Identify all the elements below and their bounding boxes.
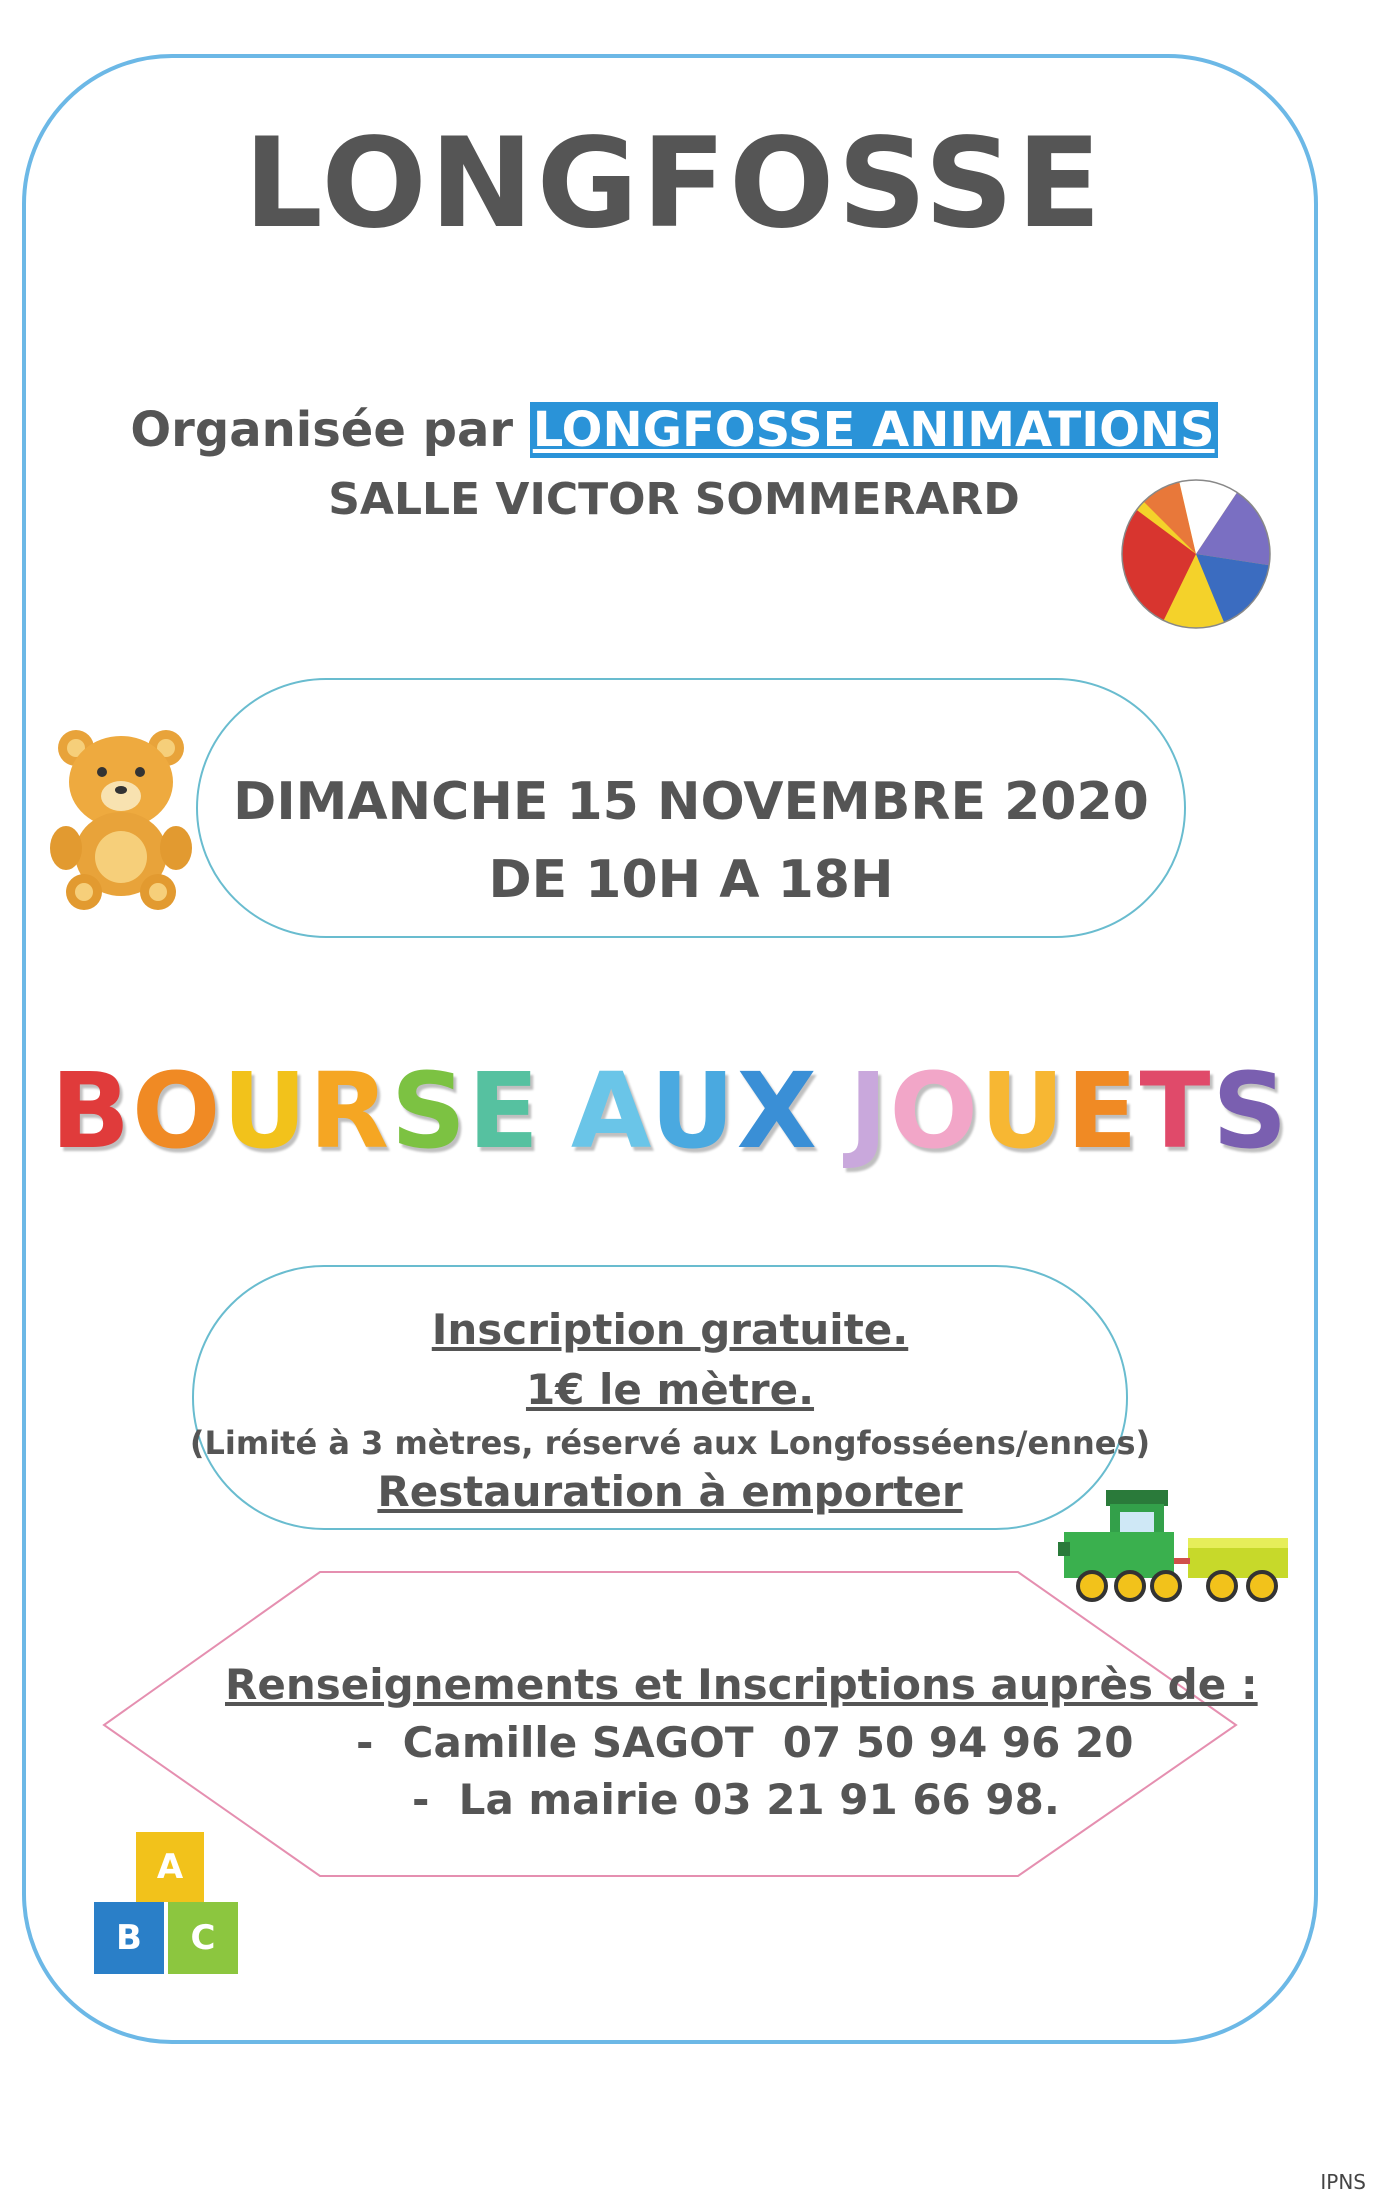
event-name-letter: U [979,1050,1067,1172]
event-name-letter: O [889,1050,980,1172]
block-a [136,1832,204,1902]
poster-title: LONGFOSSE [243,112,1105,256]
beach-ball-icon [1118,476,1274,632]
event-name-letter: S [1212,1050,1290,1172]
event-name-letter: S [390,1050,468,1172]
block-b [94,1902,164,1974]
block-c [168,1902,238,1974]
event-date: DIMANCHE 15 NOVEMBRE 2020 [233,772,1149,832]
contact-item-sagot: - Camille SAGOT 07 50 94 96 20 [356,1718,1134,1767]
event-name-letter: E [1066,1050,1140,1172]
event-name [0,1050,1340,1172]
contact-item-mairie: - La mairie 03 21 91 66 98. [412,1775,1060,1824]
event-name-letter: U [650,1050,737,1172]
event-name-letter: O [131,1050,223,1172]
event-hours: DE 10H A 18H [488,850,894,910]
organizer-prefix: Organisée par [130,402,514,458]
event-name-letter: B [50,1050,132,1172]
event-name-letter: T [1139,1050,1213,1172]
food-info: Restauration à emporter [377,1467,963,1516]
event-name-letter: X [736,1050,819,1172]
organizer-line [0,402,1348,458]
abc-blocks-icon [92,1832,242,1974]
event-name-letter: E [467,1050,541,1172]
event-name-letter: R [308,1050,391,1172]
footer-ipns: IPNS [1320,2170,1366,2194]
contact-heading: Renseignements et Inscriptions auprès de : [225,1660,1258,1709]
event-name-letter: J [848,1050,890,1172]
block-c-letter: C [190,1918,216,1958]
teddy-bear-icon [48,722,194,912]
event-name-letter: U [222,1050,309,1172]
venue: SALLE VICTOR SOMMERARD [328,474,1020,525]
block-a-letter: A [156,1847,184,1887]
event-name-letter: A [570,1050,651,1172]
block-b-letter: B [116,1918,142,1958]
price-info: 1€ le mètre. [525,1365,815,1414]
limit-info: (Limité à 3 mètres, réservé aux Longfosséens/ennes) [189,1424,1151,1462]
organizer-name: LONGFOSSE ANIMATIONS [530,402,1218,458]
registration-info: Inscription gratuite. [431,1305,909,1354]
